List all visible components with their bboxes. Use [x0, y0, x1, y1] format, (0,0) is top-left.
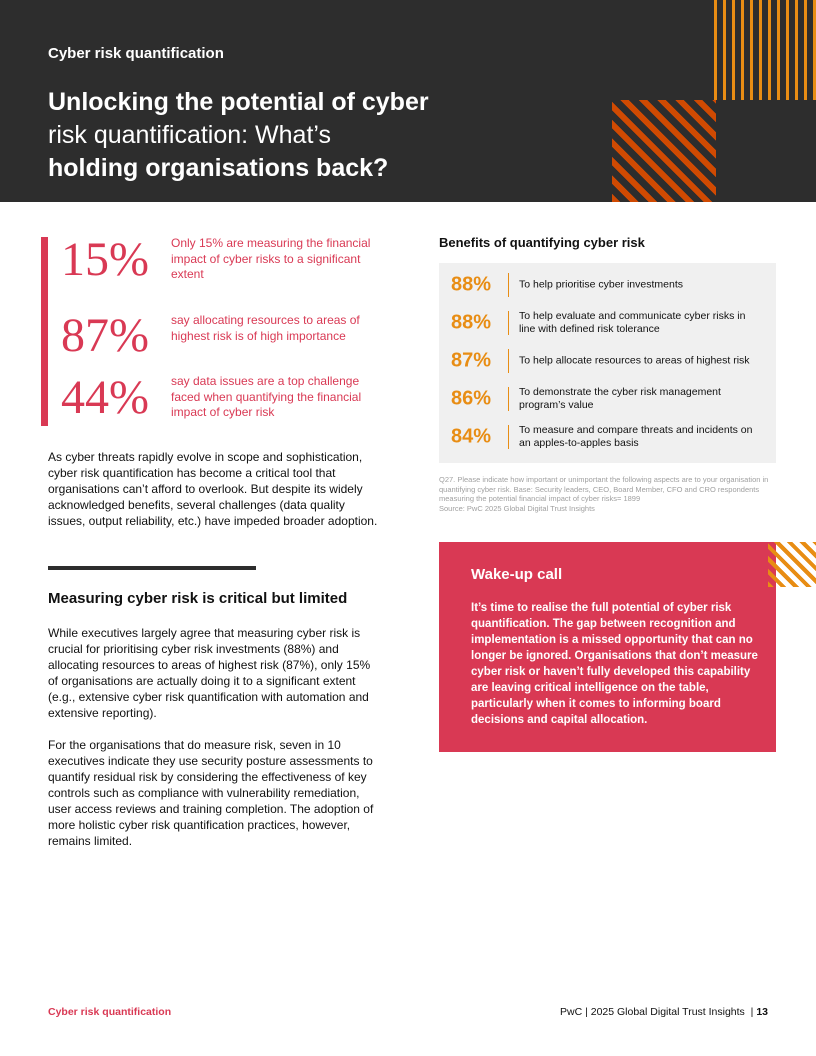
benefit-percent: 88% [451, 311, 492, 334]
benefit-row [439, 422, 776, 452]
footnote-source: Source: PwC 2025 Global Digital Trust Insights [439, 503, 595, 513]
benefit-text: To help allocate resources to areas of highest risk [519, 354, 750, 367]
intro-paragraph: As cyber threats rapidly evolve in scope and sophistication, cyber risk quantification has become a critical tool that organisations can’t afford to overlook. But despite its widely acknowledged benefits, several challenges (data quality issues, output reliability, etc.) have impeded broader adoption. [48, 450, 378, 528]
section-heading: Measuring cyber risk is critical but limited [48, 590, 348, 607]
benefit-separator [508, 387, 509, 411]
benefit-text: To measure and compare threats and incidents on an apples-to-apples basis [519, 424, 753, 449]
body-paragraph: While executives largely agree that measuring cyber risk is crucial for prioritising cyber risk investments (88%) and allocating resources to areas of highest risk (87%), only 15% of organisations are actually doing it to a significant extent (e.g., extensive cyber risk quantification with automation and extensive reporting). [48, 626, 371, 720]
benefit-separator [508, 349, 509, 373]
stats-accent-bar [41, 237, 48, 426]
benefit-row [439, 308, 776, 338]
footer-publication-title: PwC | 2025 Global Digital Trust Insights [560, 1006, 745, 1018]
callout-body: It’s time to realise the full potential of cyber risk quantification. The gap between recognition and implementation is a missed opportunity that can no longer be ignored. Organisations that don’t measure cyber risk or haven’t fully developed this capability are leaving critical intelligence on the table, particularly when it comes to informing board decisions and capital allocation. [471, 602, 758, 726]
footer-separator: | [750, 1006, 754, 1018]
callout-title: Wake-up call [471, 566, 563, 583]
page-number: 13 [756, 1006, 768, 1018]
title-line-3: holding organisations back? [48, 154, 389, 182]
vertical-stripes-decoration [714, 0, 816, 100]
benefit-percent: 87% [451, 349, 492, 372]
benefit-percent: 88% [451, 273, 492, 296]
section-kicker: Cyber risk quantification [48, 45, 224, 62]
stat-description: say data issues are a top challenge faced when quantifying the financial impact of cyber risk [171, 374, 362, 419]
benefits-footnote [439, 475, 769, 513]
footnote-question: Q27. Please indicate how important or unimportant the following aspects are to your organisation in quantifying cyber risk. Base: Security leaders, CEO, Board Member, CFO and CRO respondents measuring the potential financial impact of cyber risks= 1899 [439, 475, 769, 503]
benefits-panel [439, 263, 776, 463]
benefit-separator [508, 273, 509, 297]
stat-value: 15% [61, 233, 149, 286]
benefit-row [439, 346, 776, 376]
stat-description: Only 15% are measuring the financial impact of cyber risks to a significant extent [171, 236, 371, 281]
section-divider [48, 566, 256, 570]
benefit-text: To help prioritise cyber investments [519, 278, 683, 291]
callout-stripes-decoration [768, 542, 816, 587]
benefit-separator [508, 425, 509, 449]
stat-description: say allocating resources to areas of highest risk is of high importance [171, 313, 360, 343]
benefit-row [439, 384, 776, 414]
benefit-text: To demonstrate the cyber risk management program’s value [519, 386, 721, 411]
benefit-row [439, 270, 776, 300]
benefit-percent: 84% [451, 425, 492, 448]
stat-value: 44% [61, 371, 149, 424]
page-header [0, 0, 816, 202]
benefit-text: To help evaluate and communicate cyber risks in line with defined risk tolerance [519, 310, 746, 335]
title-line-1: Unlocking the potential of cyber [48, 88, 429, 116]
page-title [48, 86, 478, 185]
stat-value: 87% [61, 309, 149, 362]
benefit-separator [508, 311, 509, 335]
wake-up-callout [439, 542, 776, 752]
footer-section-name: Cyber risk quantification [48, 1006, 172, 1018]
benefit-percent: 86% [451, 387, 492, 410]
diagonal-stripes-decoration [612, 100, 716, 202]
title-line-2: risk quantification: What’s [48, 121, 331, 149]
footer-publication [560, 1006, 768, 1018]
body-paragraph: For the organisations that do measure risk, seven in 10 executives indicate they use security posture assessments to quantify residual risk by considering the effectiveness of key controls such as compliance with vulnerability remediation, user access reviews and training completion. The adoption of more holistic cyber risk quantification practices, however, remains limited. [48, 738, 374, 848]
benefits-title: Benefits of quantifying cyber risk [439, 235, 645, 250]
